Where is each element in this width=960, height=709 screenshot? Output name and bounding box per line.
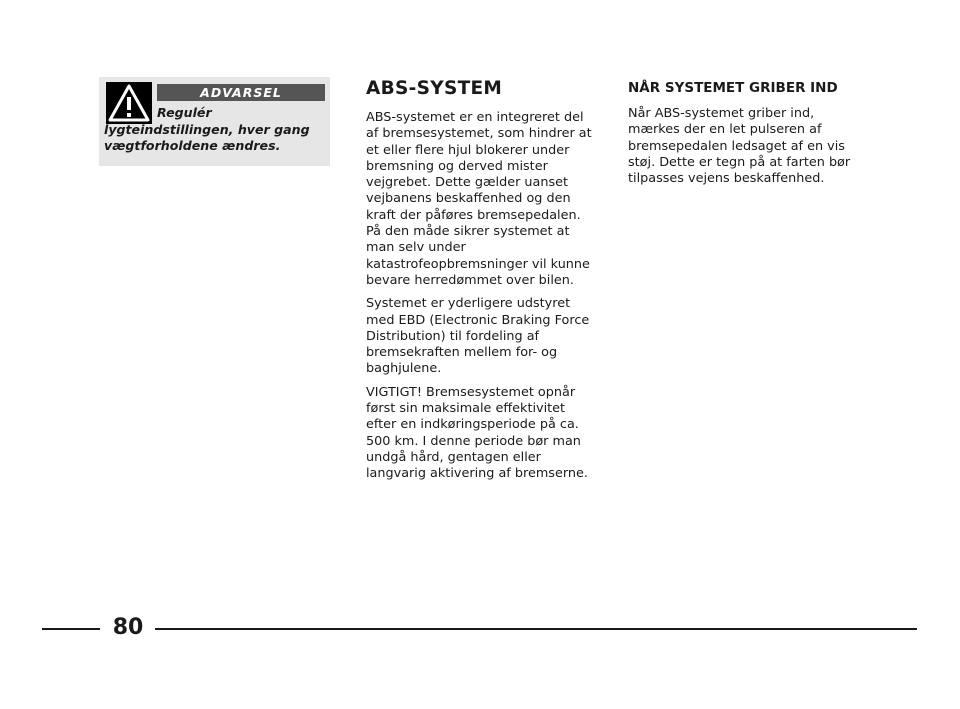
warning-box bbox=[99, 77, 330, 166]
abs-paragraph-3: VIGTIGT! Bremsesystemet opnår først sin maksimale effektivitet efter en indkøringsperiode på ca. 500 km. I denne periode bør man undgå hård, gentagen eller langvarig aktivering af bremserne. bbox=[366, 384, 588, 482]
warning-text: Regulér lygteindstillingen, hver gang vægtforholdene ændres. bbox=[104, 105, 310, 153]
page-number: 80 bbox=[112, 615, 144, 640]
abs-section bbox=[366, 78, 594, 490]
abs-section-title: ABS-SYSTEM bbox=[366, 78, 503, 99]
abs-paragraph-2: Systemet er yderligere udstyret med EBD (Electronic Braking Force Distribution) til fordeling af bremsekraften mellem for- og baghjulene. bbox=[366, 296, 590, 377]
warning-header: ADVARSEL bbox=[157, 84, 325, 101]
intervention-section-title: NÅR SYSTEMET GRIBER IND bbox=[628, 80, 838, 96]
footer-rule-right bbox=[155, 628, 917, 630]
intervention-paragraph: Når ABS-systemet griber ind, mærkes der en let pulseren af bremsepedalen ledsaget af en vis støj. Dette er tegn på at farten bør tilpasses vejens beskaffenhed. bbox=[628, 106, 851, 187]
abs-paragraph-1: ABS-systemet er en integreret del af bremsesystemet, som hindrer at et eller flere hjul blokerer under bremsning og derved mister vejgrebet. Dette gælder uanset vejbanens beskaffenhed og den kraft der påføres bremsepedalen. På den måde sikrer systemet at man selv under katastrofeopbremsninger vil kunne bevare herredømmet over bilen. bbox=[366, 110, 592, 288]
footer-rule-left bbox=[42, 628, 100, 630]
intervention-section bbox=[628, 78, 856, 194]
